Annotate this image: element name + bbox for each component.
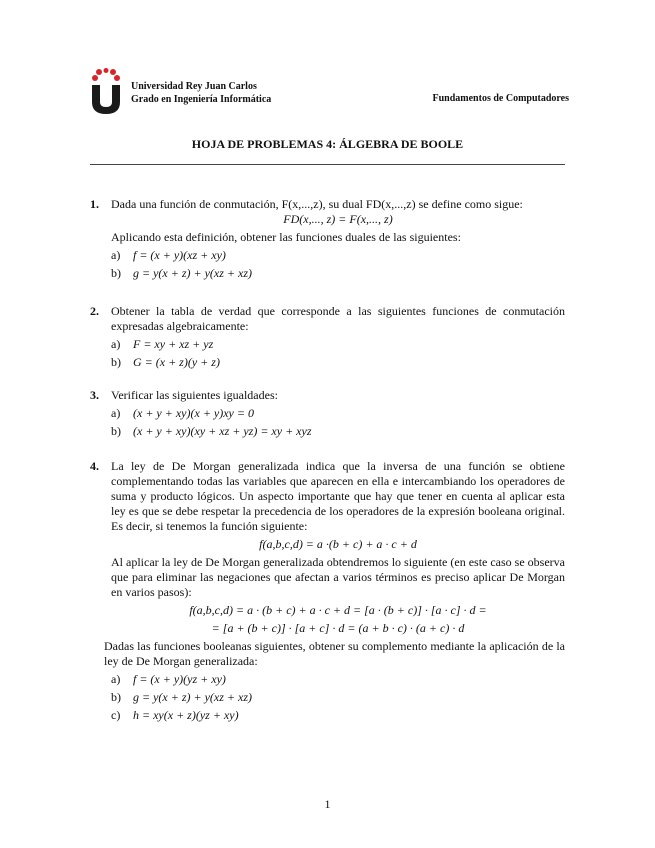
problem-text: Dadas las funciones booleanas siguientes, obtener su complemento mediante la aplicación de la ley de De Morgan generalizada: — [104, 639, 565, 668]
problem-item: c) h = xy(x + z)(yz + xy) — [111, 708, 239, 722]
university-header — [131, 80, 271, 106]
problem-number: 4. — [90, 459, 99, 473]
problem-item: b) G = (x + z)(y + z) — [111, 355, 220, 369]
problem-text: Aplicando esta definición, obtener las funciones duales de las siguientes: — [111, 230, 461, 244]
problem-2 — [90, 304, 565, 370]
problem-text: Al aplicar la ley de De Morgan generalizada obtendremos lo siguiente (en este caso se observa que para eliminar las negaciones que afectan a varios términos es preciso aplicar De Morgan en varios pasos): — [111, 555, 565, 599]
problem-intro: Dada una función de conmutación, F(x,...,z), su dual FD(x,...,z) se define como sigue: — [111, 197, 523, 211]
problem-item: b) g = y(x + z) + y(xz + xz) — [111, 266, 253, 280]
problem-intro: Obtener la tabla de verdad que corresponde a las siguientes funciones de conmutación expresadas algebraicamente: — [111, 304, 565, 333]
problem-item: a) (x + y + xy)(x + y)xy = 0 — [111, 406, 254, 420]
de-morgan-step-1: f(a,b,c,d) = a · (b + c) + a · c + d = [a · (b + c)] · [a · c] · d = — [189, 603, 487, 617]
problem-item: a) F = xy + xz + yz — [111, 337, 214, 351]
problem-number: 2. — [90, 304, 99, 318]
title-divider — [90, 164, 565, 165]
page-number: 1 — [324, 797, 331, 811]
problem-number: 1. — [90, 197, 99, 211]
problem-3 — [90, 388, 565, 439]
problem-item: b) g = y(x + z) + y(xz + xz) — [111, 690, 253, 704]
problem-4 — [90, 459, 565, 723]
problem-item: a) f = (x + y)(xz + xy) — [111, 248, 226, 262]
problem-item: a) f = (x + y)(yz + xy) — [111, 672, 226, 686]
problem-1 — [90, 197, 565, 281]
example-function-formula: f(a,b,c,d) = a ·(b + c) + a · c + d — [259, 537, 417, 551]
problem-intro: La ley de De Morgan generalizada indica que la inversa de una función se obtiene complementando todas las variables que aparecen en ella e intercambiando los operadores de suma y producto lógicos. Un aspecto importante que hay que tener en cuenta al aplicar esta ley es que se debe respetar la precedencia de los operadores de la expresión booleana original. Es decir, si tenemos la función siguiente: — [111, 459, 565, 533]
university-logo — [90, 68, 122, 114]
university-name: Universidad Rey Juan Carlos — [131, 81, 257, 92]
degree-name: Grado en Ingeniería Informática — [131, 94, 272, 105]
page-title: HOJA DE PROBLEMAS 4: ÁLGEBRA DE BOOLE — [191, 137, 464, 151]
de-morgan-step-2: = [a + (b + c)] · [a + c] · d = (a + b · c) · (a + c) · d — [211, 621, 465, 635]
dual-definition-formula: FD(x,..., z) = F(x,..., z) — [283, 212, 393, 226]
problem-number: 3. — [90, 388, 99, 402]
problem-intro: Verificar las siguientes igualdades: — [111, 388, 278, 402]
course-name: Fundamentos de Computadores — [432, 93, 569, 104]
problem-item: b) (x + y + xy)(xy + xz + yz) = xy + xyz — [111, 424, 312, 438]
